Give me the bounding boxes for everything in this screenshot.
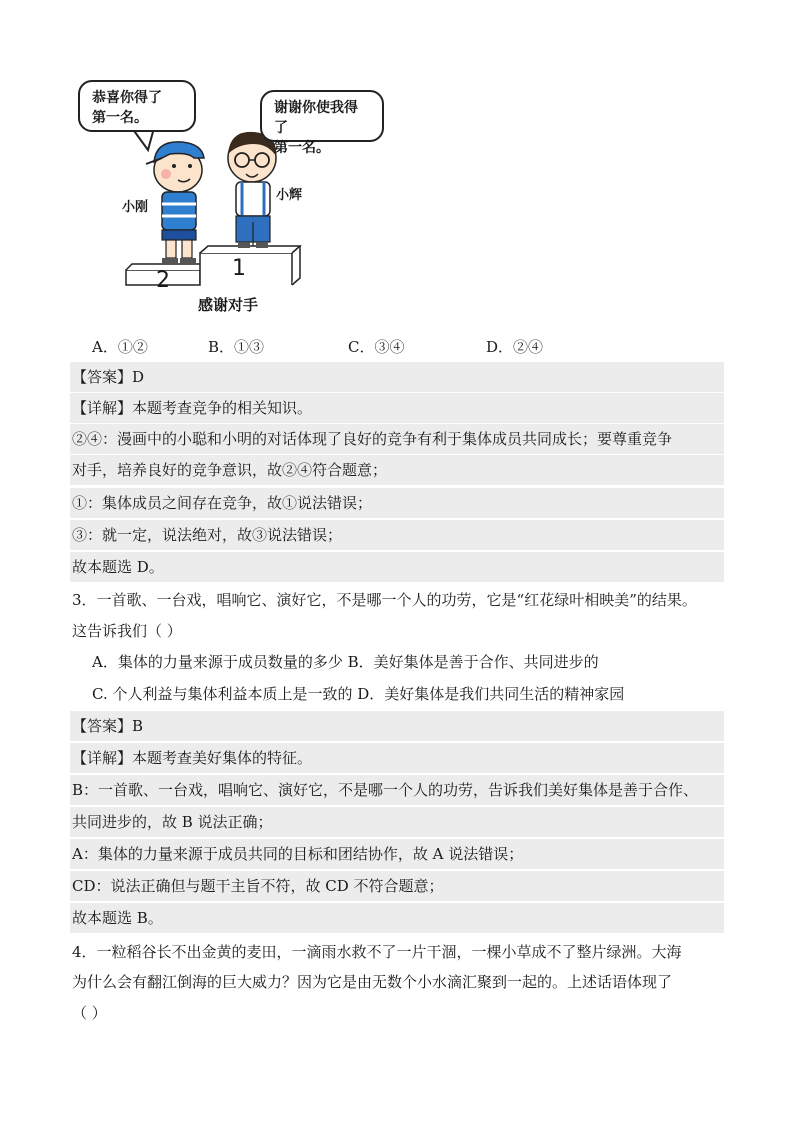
q3-stem-line: 这告诉我们（ ） [72,622,182,640]
q3-option-line: A．集体的力量来源于成员数量的多少 B．美好集体是善于合作、共同进步的 [92,653,599,671]
speech-bubble-left [78,80,196,132]
boy-xiaogang [146,142,204,264]
q2-detail-line: 对手，培养良好的竞争意识，故②④符合题意； [70,455,724,485]
q2-detail-line: ①：集体成员之间存在竞争，故①说法错误； [70,488,724,518]
bubble-right-line-2: 第一名。 [274,140,330,156]
q3-detail-line: B：一首歌、一台戏，唱响它、演好它，不是哪一个人的功劳，告诉我们美好集体是善于合作、 [70,775,724,805]
label-xiaohui: 小辉 [276,188,303,203]
bubble-left-line-1: 恭喜你得了 [92,90,162,106]
q3-detail-line: A：集体的力量来源于成员共同的目标和团结协作，故 A 说法错误； [70,839,724,869]
q2-answer: 【答案】D [70,362,724,392]
podium-second-number: 2 [156,268,170,293]
q4-stem-line: 4．一粒稻谷长不出金黄的麦田，一滴雨水救不了一片干涸，一棵小草成不了整片绿洲。大海 [72,943,682,961]
q2-option-c: C．③④ [348,338,405,356]
q2-option-b: B．①③ [208,338,265,356]
q2-option-d: D．②④ [486,338,544,356]
q3-option-line: C. 个人利益与集体利益本质上是一致的 D．美好集体是我们共同生活的精神家园 [92,685,625,703]
bubble-left-line-2: 第一名。 [92,110,148,126]
q2-detail-line: ③：就一定，说法绝对，故③说法错误； [70,520,724,550]
q3-detail-line: CD：说法正确但与题干主旨不符，故 CD 不符合题意； [70,871,724,901]
podium-first-number: 1 [232,256,246,281]
bubble-right-line-1: 谢谢你使我得了 [274,100,358,136]
q2-option-a: A．①② [92,338,148,356]
q3-detail-line: 【详解】本题考查美好集体的特征。 [70,743,724,773]
q2-detail-line: ②④：漫画中的小聪和小明的对话体现了良好的竞争有利于集体成员共同成长；要尊重竞争 [70,424,724,454]
label-xiaogang: 小刚 [122,200,149,215]
q2-detail-line: 【详解】本题考查竞争的相关知识。 [70,393,724,423]
q3-stem-line: 3．一首歌、一台戏，唱响它、演好它，不是哪一个人的功劳，它是“红花绿叶相映美”的结果。 [72,591,697,609]
q3-detail-line: 共同进步的，故 B 说法正确； [70,807,724,837]
q3-answer: 【答案】B [70,711,724,741]
q4-stem-line: （ ） [72,1004,107,1022]
q2-detail-line: 故本题选 D。 [70,552,724,582]
q4-stem-line: 为什么会有翻江倒海的巨大威力？因为它是由无数个小水滴汇聚到一起的。上述话语体现了 [72,973,673,991]
speech-bubble-right [260,90,384,156]
cartoon-illustration [70,70,400,320]
q3-detail-line: 故本题选 B。 [70,903,724,933]
cartoon-caption: 感谢对手 [198,296,259,314]
boy-xiaohui [228,132,276,248]
